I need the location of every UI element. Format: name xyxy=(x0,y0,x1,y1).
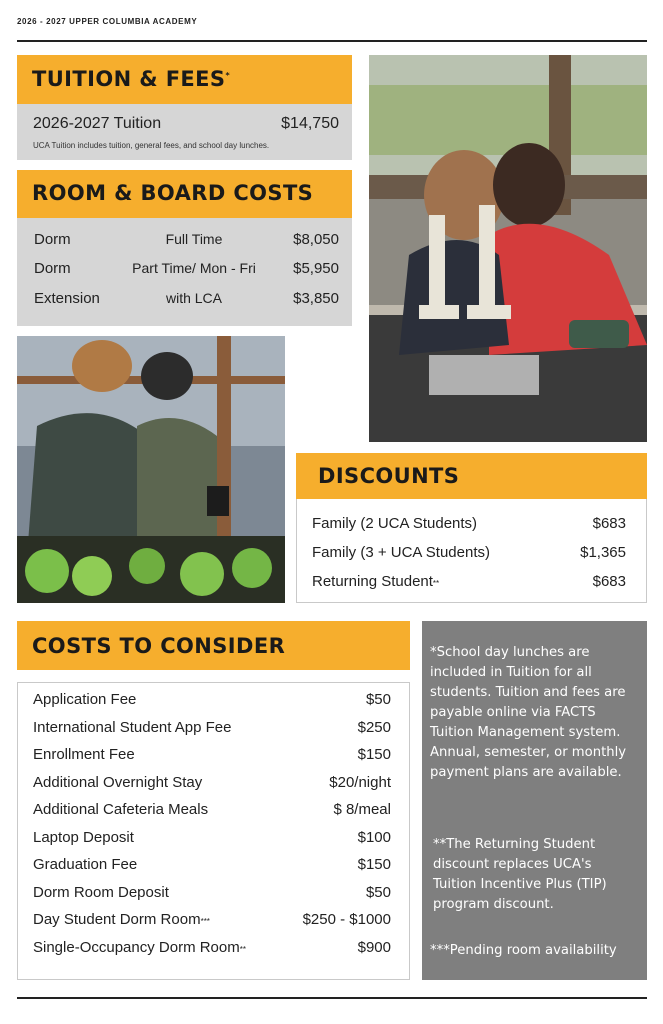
greenhouse-photo-illustration xyxy=(17,336,285,603)
discounts-heading-band xyxy=(296,453,647,499)
room-detail: Full Time xyxy=(165,231,223,247)
discount-label: Family (3 + UCA Students) xyxy=(312,544,490,561)
cost-label: Application Fee xyxy=(33,691,137,708)
cost-row xyxy=(33,774,391,791)
room-amount: $3,850 xyxy=(293,290,339,307)
discount-row xyxy=(312,515,626,532)
cost-mark: ** xyxy=(239,944,246,954)
tuition-panel xyxy=(17,104,352,160)
cost-row xyxy=(33,939,391,956)
cost-row xyxy=(33,746,391,763)
room-amount: $5,950 xyxy=(293,260,339,277)
discounts-panel xyxy=(296,499,647,603)
room-board-row xyxy=(34,231,339,248)
cost-row xyxy=(33,691,391,708)
cost-amount: $ 8/meal xyxy=(333,801,391,818)
cost-row xyxy=(33,801,391,818)
tuition-heading-band xyxy=(17,55,352,104)
room-type: Extension xyxy=(34,290,100,307)
room-type: Dorm xyxy=(34,260,71,277)
tuition-label: 2026-2027 Tuition xyxy=(33,115,162,132)
discount-amount: $683 xyxy=(592,515,626,532)
room-detail: with LCA xyxy=(165,290,223,306)
microscope-photo xyxy=(369,55,647,442)
cost-label: Graduation Fee xyxy=(33,856,138,873)
cost-row xyxy=(33,719,391,736)
footnote-room-availability: ***Pending room availability xyxy=(430,943,617,958)
cost-amount: $900 xyxy=(357,938,391,956)
tuition-title: TUITION & FEES* xyxy=(32,67,231,91)
tuition-amount: $14,750 xyxy=(281,115,339,132)
cost-amount: $150 xyxy=(357,746,391,763)
footnotes-panel xyxy=(422,621,647,980)
cost-amount: $250 - $1000 xyxy=(302,911,391,928)
discount-row xyxy=(312,544,626,561)
header-divider xyxy=(17,40,647,42)
tuition-title-mark: * xyxy=(225,71,231,80)
room-board-title: ROOM & BOARD COSTS xyxy=(32,181,314,205)
discount-label: Returning Student xyxy=(312,573,433,590)
discount-amount: $1,365 xyxy=(580,544,626,561)
cost-row xyxy=(33,884,391,901)
cost-amount: $250 xyxy=(357,718,391,736)
microscope-photo-illustration xyxy=(369,55,647,442)
cost-amount: $150 xyxy=(357,856,391,873)
cost-label: Additional Overnight Stay xyxy=(33,773,203,791)
tuition-note: UCA Tuition includes tuition, general fees, and school day lunches. xyxy=(33,141,270,150)
cost-row xyxy=(33,911,391,928)
cost-amount: $20/night xyxy=(329,773,391,791)
room-detail: Part Time/ Mon - Fri xyxy=(132,260,256,276)
cost-label: Single-Occupancy Dorm Room xyxy=(33,938,240,956)
footnote-returning-student: **The Returning Student discount replaces UCA's Tuition Incentive Plus (TIP) program discount. xyxy=(433,837,607,912)
discount-row xyxy=(312,573,626,590)
cost-row xyxy=(33,856,391,873)
room-board-row xyxy=(34,290,339,307)
cost-row xyxy=(33,829,391,846)
cost-label: Dorm Room Deposit xyxy=(33,883,169,901)
room-board-panel xyxy=(17,218,352,326)
tuition-row xyxy=(33,115,339,133)
discounts-title: DISCOUNTS xyxy=(318,464,460,488)
room-amount: $8,050 xyxy=(293,231,339,248)
cost-label: International Student App Fee xyxy=(33,718,232,736)
costs-title: COSTS TO CONSIDER xyxy=(32,634,286,658)
page-header: 2026 - 2027 UPPER COLUMBIA ACADEMY xyxy=(17,17,198,26)
discount-label: Family (2 UCA Students) xyxy=(312,515,478,532)
cost-label: Laptop Deposit xyxy=(33,828,134,846)
cost-amount: $50 xyxy=(365,883,391,901)
room-board-row xyxy=(34,260,339,277)
footnote-lunches: *School day lunches are included in Tuition for all students. Tuition and fees are payable online via FACTS Tuition Management system. Annual, semester, or monthly payment plans are available. xyxy=(430,645,627,780)
room-type: Dorm xyxy=(34,231,71,248)
discount-mark: ** xyxy=(432,579,440,588)
cost-label: Day Student Dorm Room xyxy=(33,911,201,928)
cost-amount: $50 xyxy=(365,691,391,708)
cost-label: Enrollment Fee xyxy=(33,746,135,763)
room-board-heading-band xyxy=(17,170,352,218)
cost-amount: $100 xyxy=(357,828,391,846)
greenhouse-photo xyxy=(17,336,285,603)
cost-mark: *** xyxy=(200,917,210,926)
discount-amount: $683 xyxy=(592,573,626,590)
footer-divider xyxy=(17,997,647,999)
costs-heading-band xyxy=(17,621,410,670)
costs-panel xyxy=(17,682,410,980)
cost-label: Additional Cafeteria Meals xyxy=(33,801,209,818)
